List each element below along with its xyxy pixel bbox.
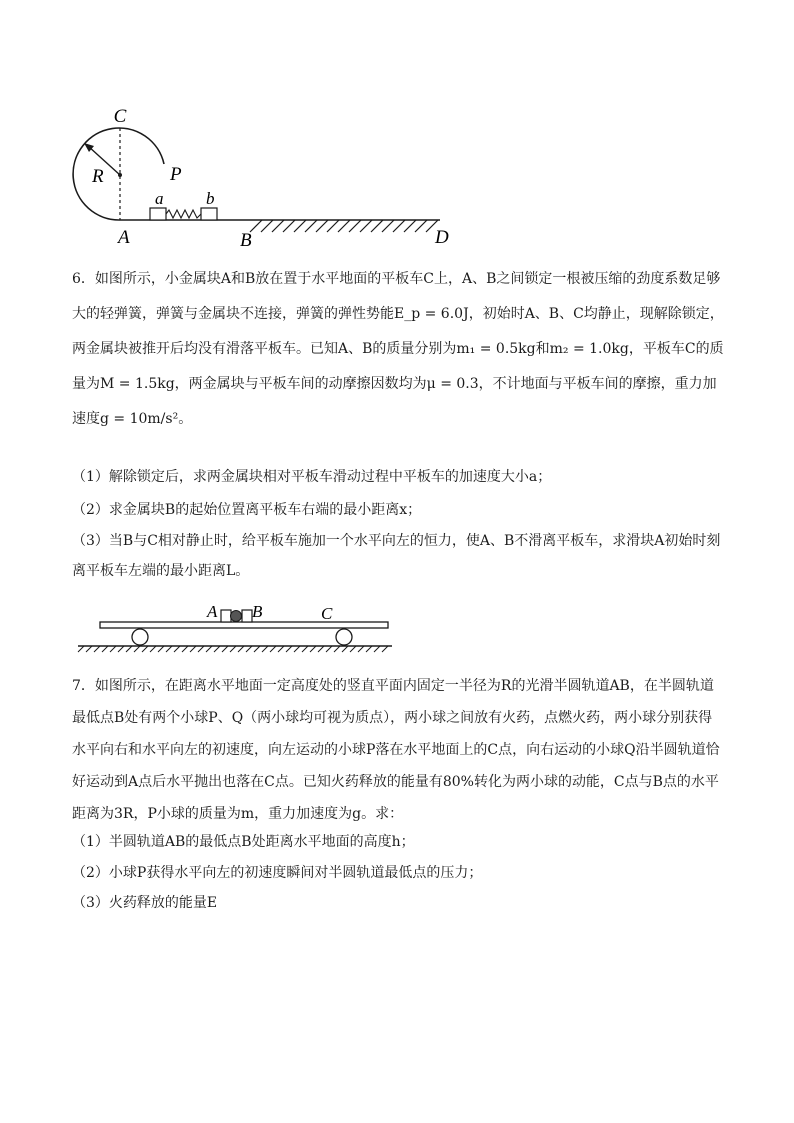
question-6-part-1: （1）解除锁定后，求两金属块相对平板车滑动过程中平板车的加速度大小a；: [72, 469, 552, 485]
label-D: D: [435, 227, 449, 248]
block-a: [150, 208, 166, 220]
label-P: P: [170, 164, 182, 185]
label-B: B: [240, 230, 252, 250]
rough-surface-hatch: [250, 220, 438, 232]
spring: [166, 210, 201, 218]
label-A: A: [118, 227, 130, 248]
wheel-right: [336, 629, 352, 645]
label-A: A: [207, 602, 218, 621]
compressed-spring-ball: [231, 611, 242, 622]
question-6-part-2: （2）求金属块B的起始位置离平板车右端的最小距离x；: [72, 502, 422, 518]
label-R: R: [92, 166, 104, 187]
question-6-part-3: （3）当B与C相对静止时，给平板车施加一个水平向左的恒力，使A、B不滑离平板车，求滑块A初始时刻离平板车左端的最小距离L。: [72, 533, 721, 579]
label-B: B: [252, 602, 263, 621]
question-6-stem: 6．如图所示，小金属块A和B放在置于水平地面的平板车C上，A、B之间锁定一根被压缩的劲度系数足够大的轻弹簧，弹簧与金属块不连接，弹簧的弹性势能E_p = 6.0J，初始时A、B、C均静止，现解除锁定，两金属块被推开后均没有滑落平板车。已知A、B的质量分别为m₁ = 0.5kg和m₂ = 1.0kg，平板车C的质量为M = 1.5kg，两金属块与平板车间的动摩擦因数均为μ = 0.3，不计地面与平板车间的摩擦，重力加速度g = 10m/s²。: [72, 271, 724, 427]
floor-hatch: [78, 646, 388, 652]
wheel-left: [132, 629, 148, 645]
label-b: b: [206, 189, 215, 208]
label-a: a: [155, 189, 164, 208]
question-7-part-2: （2）小球P获得水平向左的初速度瞬间对半圆轨道最低点的压力；: [72, 865, 483, 881]
question-7-part-1: （1）半圆轨道AB的最低点B处距离水平地面的高度h；: [72, 834, 415, 850]
label-C: C: [113, 106, 127, 127]
block-B: [242, 610, 252, 622]
label-C: C: [321, 604, 333, 623]
question-7-part-3: （3）火药释放的能量E: [72, 895, 218, 911]
figure-loop-track: [60, 100, 480, 250]
car-platform: [100, 622, 388, 628]
block-A: [221, 610, 231, 622]
center-dot: [118, 173, 122, 177]
question-7-stem: 7．如图所示，在距离水平地面一定高度处的竖直平面内固定一半径为R的光滑半圆轨道AB，在半圆轨道最低点B处有两个小球P、Q（两小球均可视为质点），两小球之间放有火药，点燃火药，两小球分别获得水平向右和水平向左的初速度，向左运动的小球P落在水平地面上的C点，向右运动的小球Q沿半圆轨道恰好运动到A点后水平抛出也落在C点。已知火药释放的能量有80%转化为两小球的动能，C点与B点的水平距离为3R，P小球的质量为m，重力加速度为g。求：: [72, 678, 720, 822]
figure-flat-car: [70, 598, 400, 658]
block-b: [201, 208, 217, 220]
